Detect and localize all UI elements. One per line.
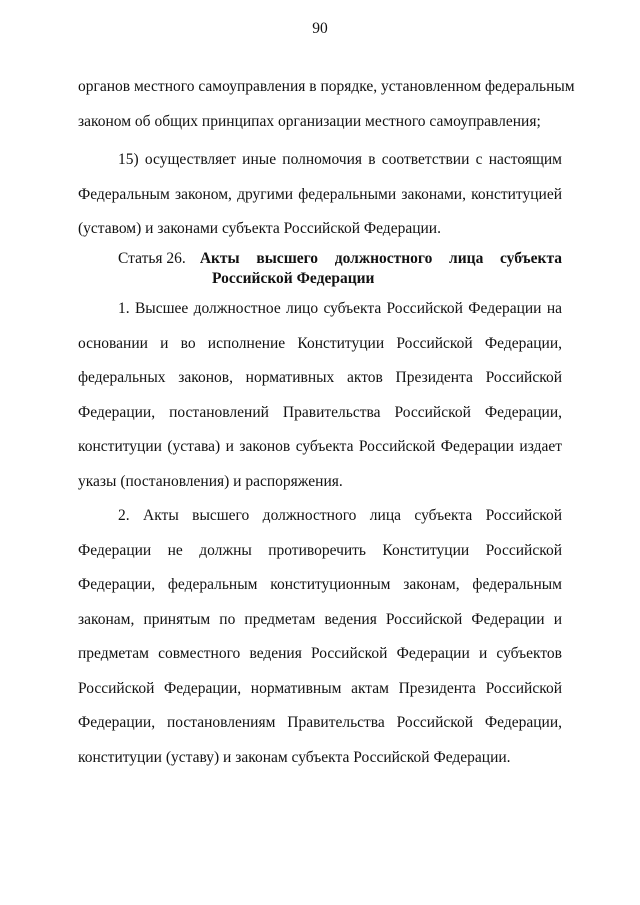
paragraph-2: [78, 499, 562, 775]
paragraph-line: 15) осуществляет иные полномочия в соответствии с настоящим: [118, 151, 562, 168]
article-title-line-2: Российской Федерации: [212, 270, 375, 287]
paragraph-line: Федерации, постановлениям Правительства Российской Федерации,: [78, 714, 562, 731]
paragraph-line: указы (постановления) и распоряжения.: [78, 472, 343, 490]
paragraph-line: 2. Акты высшего должностного лица субъекта Российской: [118, 507, 562, 524]
paragraph-line: законом об общих принципах организации местного самоуправления;: [78, 112, 541, 130]
continuation-paragraph: [78, 70, 575, 139]
paragraph-line: Федеральным законом, другими федеральными законами, конституцией: [78, 185, 562, 203]
paragraph-line: федеральных законов, нормативных актов Президента Российской: [78, 369, 562, 386]
page-number: 90: [312, 20, 328, 37]
article-heading: [118, 249, 562, 289]
paragraph-line: конституции (уставу) и законам субъекта Российской Федерации.: [78, 748, 511, 766]
paragraph-line: (уставом) и законами субъекта Российской Федерации.: [78, 220, 441, 237]
paragraph-line: Российской Федерации, нормативным актам Президента Российской: [78, 679, 562, 697]
paragraph-line: Федерации, постановлений Правительства Российской Федерации,: [78, 403, 562, 421]
paragraph-1: [78, 292, 562, 499]
paragraph-line: Федерации не должны противоречить Конституции Российской: [78, 541, 562, 559]
article-label: Статья 26.: [118, 250, 186, 267]
paragraph-line: 1. Высшее должностное лицо субъекта Российской Федерации на: [118, 300, 562, 317]
item-15-paragraph: [78, 143, 562, 247]
paragraph-line: конституции (устава) и законов субъекта Российской Федерации издает: [78, 438, 562, 455]
article-title-line-1: Акты высшего должностного лица субъекта: [199, 250, 562, 267]
paragraph-line: Федерации, федеральным конституционным законам, федеральным: [78, 576, 562, 593]
paragraph-line: органов местного самоуправления в порядке, установленном федеральным: [78, 78, 575, 95]
paragraph-line: основании и во исполнение Конституции Российской Федерации,: [78, 334, 562, 352]
paragraph-line: предметам совместного ведения Российской Федерации и субъектов: [78, 645, 562, 662]
paragraph-line: законам, принятым по предметам ведения Российской Федерации и: [78, 610, 562, 628]
